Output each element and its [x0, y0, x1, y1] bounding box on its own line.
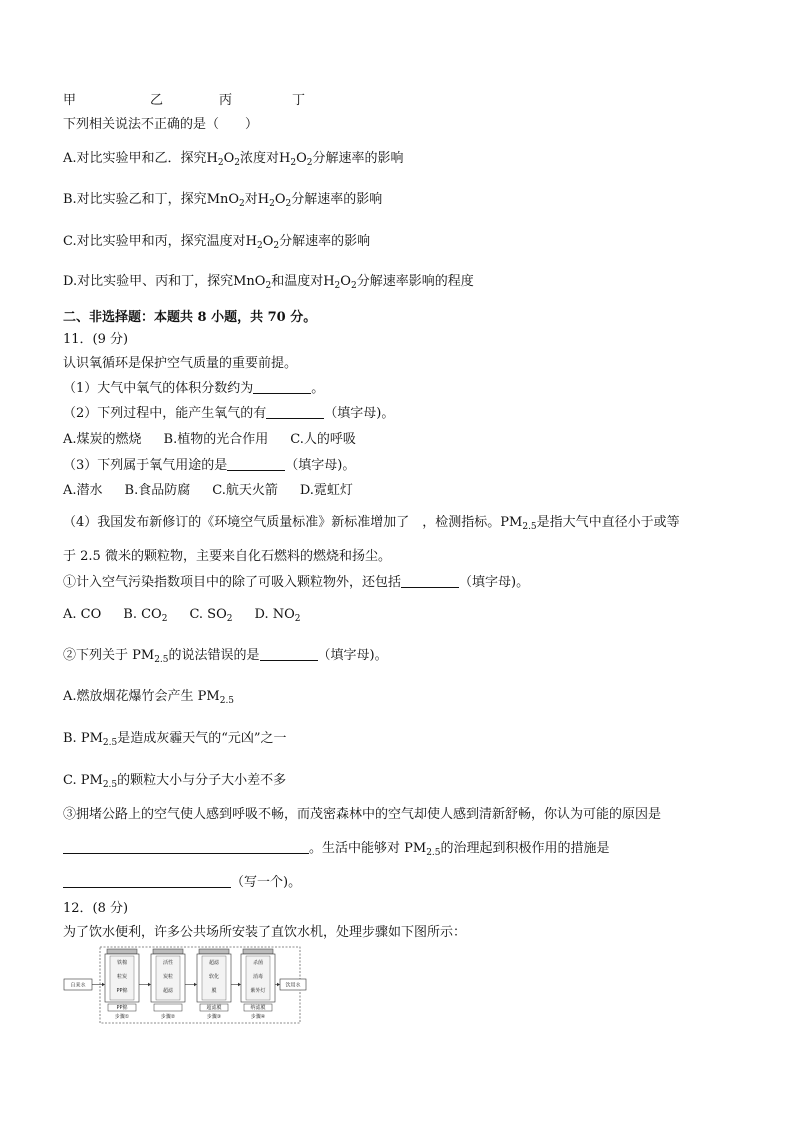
- q12-intro: 为了饮水便利，许多公共场所安装了直饮水机，处理步骤如下图所示：: [63, 925, 467, 940]
- q11-sub4-line1: （4）我国发布新修订的《环境空气质量标准》新标准增加了 ，检测指标。$PM_{2.5}$是指大气中直径小于或等: [63, 515, 680, 532]
- q11-number: 11．(9 分): [63, 332, 129, 347]
- q11-intro: 认识氧循环是保护空气质量的重要前提。: [63, 356, 298, 371]
- answer-blank[interactable]: [63, 875, 231, 888]
- stage-name: 超滤膜: [206, 1005, 222, 1011]
- output-label: 饮用水: [285, 982, 301, 989]
- stage-name-box: [154, 1004, 182, 1011]
- stage-name: 纳滤膜: [250, 1005, 266, 1011]
- section-heading: 二、非选择题：本题共 8 小题，共 70 分。: [63, 310, 317, 325]
- filter-layer-label: 消毒: [252, 974, 264, 980]
- stage-step: 步骤①: [114, 1014, 130, 1020]
- filter-layer-label: 膜: [211, 988, 217, 994]
- q11-c3-line3: （写一个)。: [63, 874, 301, 892]
- filter-cap: [107, 949, 137, 954]
- arrow-head-icon: [194, 983, 197, 986]
- label-jia: 甲: [63, 93, 77, 108]
- q11-c2-option-b: B. $PM_{2.5}$是造成灰霾天气的“元凶”之一: [63, 731, 287, 748]
- q11-c3-line2: 。生活中能够对 $PM_{2.5}$的治理起到积极作用的措施是: [63, 840, 610, 858]
- experiment-labels: [63, 92, 363, 110]
- q11-c1-options: A. CO B. $CO_2$ C. $SO_2$ D. $NO_2$: [63, 607, 301, 624]
- label-ding: 丁: [292, 93, 306, 108]
- answer-blank[interactable]: [260, 648, 318, 661]
- q11-sub3-options: A.潜水 B.食品防腐 C.航天火箭 D.霓虹灯: [63, 483, 353, 498]
- q11-sub2: （2）下列过程中，能产生氧气的有 （填字母)。: [63, 406, 395, 421]
- water-process-diagram: [63, 946, 308, 1024]
- q11-c2-option-a: A.燃放烟花爆竹会产生 $PM_{2.5}$: [63, 689, 235, 706]
- q11-sub1: （1）大气中氧气的体积分数约为 。: [63, 381, 325, 396]
- arrow-head-icon: [148, 983, 151, 986]
- filter-layer-label: 活性: [162, 960, 174, 966]
- filter-cap: [153, 949, 183, 954]
- filter-layer-label: 超滤: [208, 960, 220, 966]
- q11-sub4-line2: 于 2.5 微米的颗粒物，主要来自化石燃料的燃烧和扬尘。: [63, 549, 391, 564]
- filter-layer-label: 粒炭: [116, 974, 128, 980]
- stage-name: PP棉: [116, 1005, 128, 1011]
- answer-blank[interactable]: [266, 406, 324, 419]
- q11-c3: ③拥堵公路上的空气使人感到呼吸不畅，而茂密森林中的空气却使人感到清新舒畅，你认为可能的原因是: [63, 807, 662, 822]
- answer-blank[interactable]: [227, 458, 285, 471]
- q10-option-a: A.对比实验甲和乙．探究$H_2O_2$浓度对$H_2O_2$分解速率的影响: [63, 151, 404, 168]
- label-yi: 乙: [150, 93, 164, 108]
- filter-layer-label: 超滤: [162, 988, 174, 994]
- filter-layer-label: 杀菌: [252, 960, 264, 966]
- arrow-head-icon: [238, 983, 241, 986]
- filter-layer-label: 软化: [208, 974, 220, 980]
- stage-step: 步骤②: [160, 1014, 176, 1020]
- answer-blank[interactable]: [63, 841, 309, 854]
- stage-step: 步骤④: [250, 1014, 266, 1020]
- filter-layer-label: PP棉: [116, 988, 128, 994]
- filter-cap: [199, 949, 229, 954]
- q11-c1: ①计入空气污染指数项目中的除了可吸入颗粒物外，还包括 （填字母)。: [63, 575, 530, 590]
- q11-c2-option-c: C. $PM_{2.5}$的颗粒大小与分子大小差不多: [63, 773, 287, 790]
- filter-layer-label: 紫外灯: [250, 988, 266, 994]
- filter-cap: [243, 949, 273, 954]
- q10-stem: 下列相关说法不正确的是（ ）: [63, 117, 259, 132]
- stage-step: 步骤③: [206, 1014, 222, 1020]
- input-label: 自来水: [70, 982, 86, 989]
- answer-blank[interactable]: [401, 575, 459, 588]
- q11-sub2-options: A.煤炭的燃烧 B.植物的光合作用 C.人的呼吸: [63, 432, 356, 447]
- filter-layer-label: 铁棉: [116, 960, 128, 966]
- arrow-head-icon: [102, 983, 105, 986]
- label-bing: 丙: [219, 93, 233, 108]
- q10-option-b: B.对比实验乙和丁，探究MnO$_2$对$H_2O_2$分解速率的影响: [63, 192, 383, 209]
- filter-layer-label: 炭粒: [162, 974, 174, 980]
- arrow-head-icon: [277, 983, 280, 986]
- q11-sub3: （3）下列属于氧气用途的是 （填字母)。: [63, 458, 356, 473]
- q10-option-c: C.对比实验甲和丙，探究温度对$H_2O_2$分解速率的影响: [63, 234, 371, 251]
- answer-blank[interactable]: [253, 381, 311, 394]
- q12-number: 12．(8 分): [63, 901, 129, 916]
- q11-c2: ②下列关于 $PM_{2.5}$的说法错误的是 （填字母)。: [63, 648, 388, 665]
- q10-option-d: D.对比实验甲、丙和丁，探究MnO$_2$和温度对$H_2O_2$分解速率影响的程度: [63, 274, 474, 291]
